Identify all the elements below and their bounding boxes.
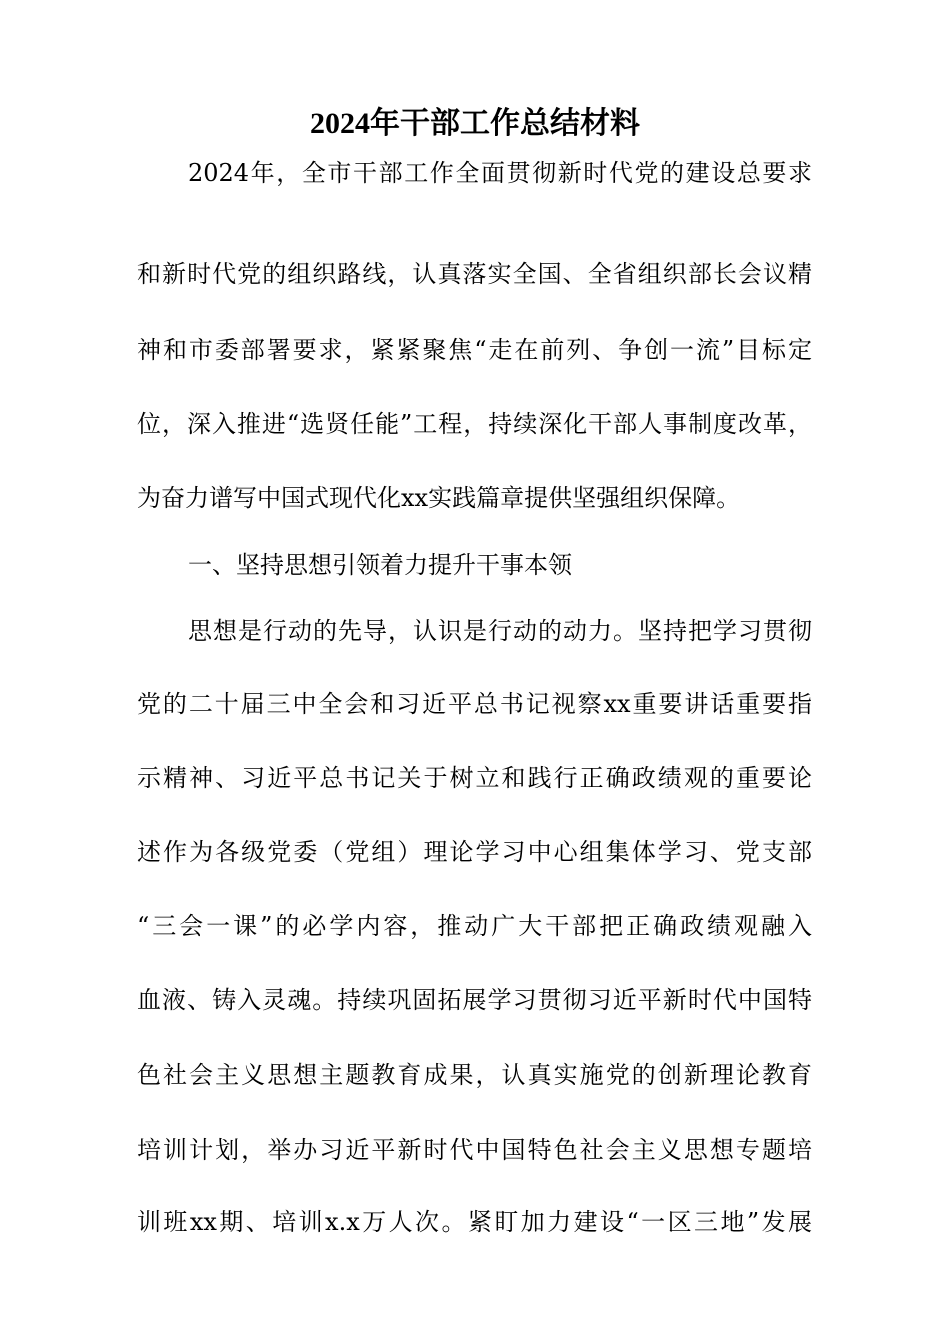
text-line: 神和市委部署要求，紧紧聚焦“走在前列、争创一流”目标定 [137, 336, 812, 364]
text-line: 血液、铸入灵魂。持续巩固拓展学习贯彻习近平新时代中国特 [137, 986, 812, 1014]
document-title: 2024年干部工作总结材料 [310, 107, 640, 140]
text-line: 培训计划，举办习近平新时代中国特色社会主义思想专题培 [137, 1136, 812, 1164]
text-line: 为奋力谱写中国式现代化xx实践篇章提供坚强组织保障。 [137, 484, 741, 512]
text-line: 示精神、习近平总书记关于树立和践行正确政绩观的重要论 [137, 764, 812, 792]
text-line: 2024年，全市干部工作全面贯彻新时代党的建设总要求 [188, 159, 812, 187]
text-line: 色社会主义思想主题教育成果，认真实施党的创新理论教育 [137, 1061, 812, 1089]
text-line: 党的二十届三中全会和习近平总书记视察xx重要讲话重要指 [137, 690, 812, 718]
section-heading: 一、坚持思想引领着力提升干事本领 [188, 551, 572, 579]
text-line: 思想是行动的先导，认识是行动的动力。坚持把学习贯彻 [188, 617, 812, 645]
text-line: 训班xx期、培训x.x万人次。紧盯加力建设“一区三地”发展 [137, 1208, 812, 1236]
text-line: 和新时代党的组织路线，认真落实全国、全省组织部长会议精 [137, 260, 812, 288]
text-line: 述作为各级党委（党组）理论学习中心组集体学习、党支部 [137, 838, 812, 866]
text-line: 位，深入推进“选贤任能”工程，持续深化干部人事制度改革， [137, 410, 812, 438]
text-line: “三会一课”的必学内容，推动广大干部把正确政绩观融入 [137, 912, 812, 940]
